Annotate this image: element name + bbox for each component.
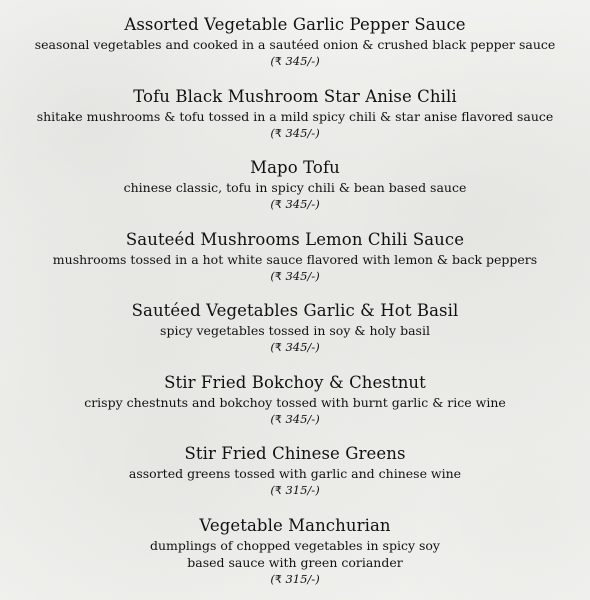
menu-item (0, 14, 590, 86)
rupee-symbol: ₹ (274, 484, 282, 497)
dish-name: Sautéed Vegetables Garlic & Hot Basil (131, 301, 459, 320)
dish-name: Stir Fried Bokchoy & Chestnut (164, 372, 426, 392)
dish-name: Assorted Vegetable Garlic Pepper Sauce (124, 15, 466, 34)
dish-description: based sauce with green coriander (187, 554, 403, 570)
dish-price: (₹ 345/-) (270, 268, 320, 283)
menu-item (0, 86, 590, 158)
rupee-symbol: ₹ (274, 198, 282, 211)
dish-description: assorted greens tossed with garlic and chinese wine (128, 466, 462, 481)
menu-item (0, 300, 590, 372)
rupee-symbol: ₹ (274, 55, 282, 68)
dish-price: (₹ 345/-) (270, 54, 320, 68)
dish-price: (₹ 315/-) (270, 483, 320, 497)
dish-description: shitake mushrooms & tofu tossed in a mild spicy chili & star anise flavored sauce (36, 108, 554, 124)
dish-price: (₹ 345/-) (270, 411, 320, 426)
price-value: 345/- (285, 54, 316, 68)
dish-name: Stir Fried Chinese Greens (184, 444, 406, 463)
rupee-symbol: ₹ (274, 572, 282, 586)
dish-price: (₹ 345/-) (270, 125, 320, 140)
rupee-symbol: ₹ (274, 126, 282, 140)
dish-price: (₹ 345/-) (270, 197, 320, 211)
dish-name: Tofu Black Mushroom Star Anise Chili (133, 86, 457, 106)
price-value: 345/- (285, 411, 316, 426)
menu-item (0, 229, 590, 301)
menu-item (0, 157, 590, 229)
dish-description: chinese classic, tofu in spicy chili & bean based sauce (123, 180, 467, 195)
price-value: 345/- (285, 125, 316, 140)
dish-name: Vegetable Manchurian (199, 515, 391, 535)
menu-item (0, 443, 590, 515)
dish-price: (₹ 315/-) (270, 571, 320, 586)
dish-description: crispy chestnuts and bokchoy tossed with burnt garlic & rice wine (84, 394, 506, 410)
menu-item (0, 372, 590, 444)
rupee-symbol: ₹ (274, 412, 282, 426)
price-value: 345/- (285, 340, 316, 354)
rupee-symbol: ₹ (274, 269, 282, 283)
dish-name: Sauteéd Mushrooms Lemon Chili Sauce (125, 229, 465, 249)
dish-description: dumplings of chopped vegetables in spicy soy (149, 537, 440, 553)
dish-description: mushrooms tossed in a hot white sauce flavored with lemon & back peppers (52, 251, 538, 267)
price-value: 315/- (285, 571, 316, 586)
dish-description: seasonal vegetables and cooked in a sautéed onion & crushed black pepper sauce (34, 37, 556, 52)
price-value: 345/- (285, 197, 316, 211)
rupee-symbol: ₹ (274, 341, 282, 354)
dish-description: spicy vegetables tossed in soy & holy basil (160, 323, 430, 338)
menu-item (0, 515, 590, 587)
dish-name: Mapo Tofu (250, 158, 340, 177)
price-value: 345/- (285, 268, 316, 283)
dish-price: (₹ 345/-) (270, 340, 320, 354)
price-value: 315/- (285, 483, 316, 497)
